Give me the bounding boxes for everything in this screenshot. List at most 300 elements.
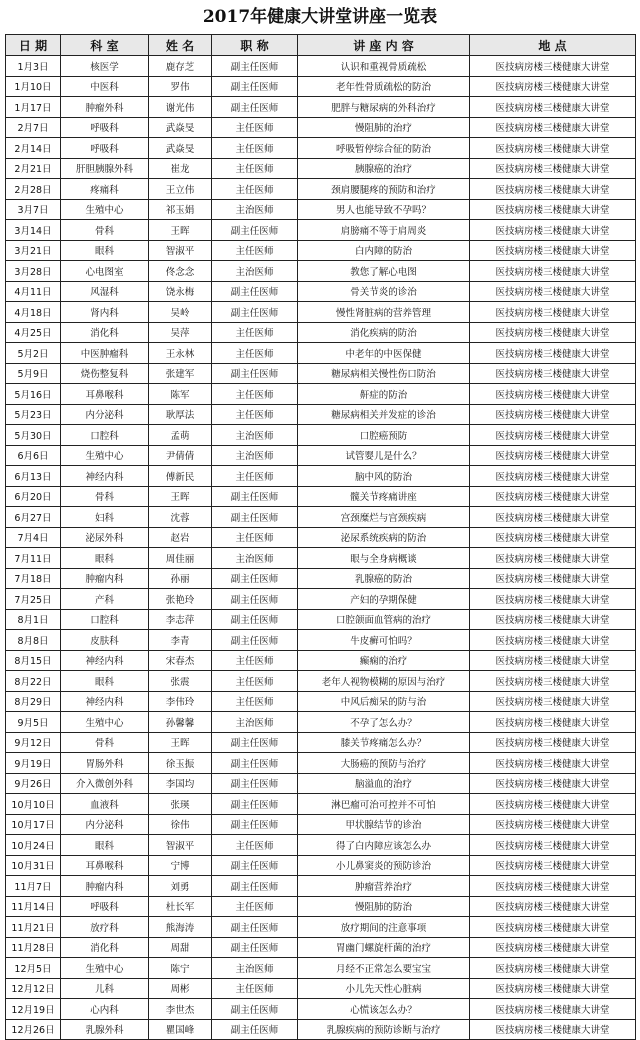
cell-topic: 男人也能导致不孕吗？ <box>298 199 470 220</box>
cell-name: 孟萌 <box>149 425 212 446</box>
cell-title: 主任医师 <box>212 466 298 487</box>
page-title: 2017年健康大讲堂讲座一览表 <box>202 7 438 27</box>
table-row <box>6 999 636 1020</box>
cell-topic: 心慌该怎么办？ <box>298 999 470 1020</box>
cell-department: 中医肿瘤科 <box>61 343 149 364</box>
cell-title: 副主任医师 <box>212 302 298 323</box>
cell-department: 神经内科 <box>61 466 149 487</box>
cell-name: 吴萍 <box>149 322 212 343</box>
cell-location: 医技病房楼三楼健康大讲堂 <box>470 1019 636 1040</box>
cell-topic: 中老年的中医保健 <box>298 343 470 364</box>
cell-date: 2月21日 <box>6 158 61 179</box>
cell-name: 李志萍 <box>149 609 212 630</box>
table-row <box>6 814 636 835</box>
table-row <box>6 691 636 712</box>
cell-date: 8月29日 <box>6 691 61 712</box>
table-row <box>6 855 636 876</box>
cell-topic: 鼾症的防治 <box>298 384 470 405</box>
cell-topic: 老年人视物模糊的原因与治疗 <box>298 671 470 692</box>
table-row <box>6 138 636 159</box>
table-row <box>6 56 636 77</box>
cell-department: 乳腺外科 <box>61 1019 149 1040</box>
cell-date: 2月14日 <box>6 138 61 159</box>
cell-title: 副主任医师 <box>212 609 298 630</box>
cell-title: 副主任医师 <box>212 281 298 302</box>
cell-location: 医技病房楼三楼健康大讲堂 <box>470 117 636 138</box>
cell-department: 消化科 <box>61 937 149 958</box>
cell-title: 主任医师 <box>212 322 298 343</box>
table-row <box>6 281 636 302</box>
cell-name: 张瑛 <box>149 794 212 815</box>
cell-location: 医技病房楼三楼健康大讲堂 <box>470 876 636 897</box>
cell-title: 副主任医师 <box>212 876 298 897</box>
cell-name: 张艳玲 <box>149 589 212 610</box>
cell-location: 医技病房楼三楼健康大讲堂 <box>470 855 636 876</box>
cell-topic: 髋关节疼痛讲座 <box>298 486 470 507</box>
cell-name: 张震 <box>149 671 212 692</box>
table-row <box>6 548 636 569</box>
cell-department: 生殖中心 <box>61 445 149 466</box>
cell-department: 心电图室 <box>61 261 149 282</box>
cell-date: 9月26日 <box>6 773 61 794</box>
table-row <box>6 404 636 425</box>
cell-department: 神经内科 <box>61 691 149 712</box>
cell-title: 主任医师 <box>212 117 298 138</box>
cell-title: 副主任医师 <box>212 814 298 835</box>
cell-title: 主任医师 <box>212 179 298 200</box>
cell-title: 副主任医师 <box>212 56 298 77</box>
cell-title: 副主任医师 <box>212 486 298 507</box>
cell-name: 陈宁 <box>149 958 212 979</box>
cell-date: 4月18日 <box>6 302 61 323</box>
cell-topic: 月经不正常怎么要宝宝 <box>298 958 470 979</box>
cell-location: 医技病房楼三楼健康大讲堂 <box>470 630 636 651</box>
table-row <box>6 466 636 487</box>
cell-topic: 肿瘤营养治疗 <box>298 876 470 897</box>
cell-location: 医技病房楼三楼健康大讲堂 <box>470 671 636 692</box>
cell-department: 肝胆胰腺外科 <box>61 158 149 179</box>
cell-name: 熊海涛 <box>149 917 212 938</box>
cell-location: 医技病房楼三楼健康大讲堂 <box>470 978 636 999</box>
cell-location: 医技病房楼三楼健康大讲堂 <box>470 179 636 200</box>
cell-location: 医技病房楼三楼健康大讲堂 <box>470 322 636 343</box>
table-row <box>6 589 636 610</box>
cell-location: 医技病房楼三楼健康大讲堂 <box>470 343 636 364</box>
cell-name: 武焱旻 <box>149 117 212 138</box>
cell-department: 神经内科 <box>61 650 149 671</box>
header-department: 科 室 <box>61 35 149 56</box>
cell-date: 3月21日 <box>6 240 61 261</box>
cell-date: 12月12日 <box>6 978 61 999</box>
cell-date: 11月14日 <box>6 896 61 917</box>
cell-date: 8月1日 <box>6 609 61 630</box>
cell-location: 医技病房楼三楼健康大讲堂 <box>470 773 636 794</box>
cell-location: 医技病房楼三楼健康大讲堂 <box>470 281 636 302</box>
cell-title: 副主任医师 <box>212 76 298 97</box>
cell-department: 耳鼻喉科 <box>61 384 149 405</box>
cell-date: 3月28日 <box>6 261 61 282</box>
cell-name: 耿厚法 <box>149 404 212 425</box>
cell-location: 医技病房楼三楼健康大讲堂 <box>470 486 636 507</box>
cell-title: 主任医师 <box>212 650 298 671</box>
cell-date: 4月11日 <box>6 281 61 302</box>
cell-date: 6月6日 <box>6 445 61 466</box>
cell-topic: 白内障的防治 <box>298 240 470 261</box>
cell-date: 9月12日 <box>6 732 61 753</box>
cell-department: 心内科 <box>61 999 149 1020</box>
cell-date: 1月10日 <box>6 76 61 97</box>
cell-location: 医技病房楼三楼健康大讲堂 <box>470 548 636 569</box>
cell-department: 风湿科 <box>61 281 149 302</box>
cell-date: 5月16日 <box>6 384 61 405</box>
cell-location: 医技病房楼三楼健康大讲堂 <box>470 753 636 774</box>
cell-name: 鹿存芝 <box>149 56 212 77</box>
cell-name: 佟念念 <box>149 261 212 282</box>
cell-location: 医技病房楼三楼健康大讲堂 <box>470 240 636 261</box>
cell-location: 医技病房楼三楼健康大讲堂 <box>470 507 636 528</box>
cell-location: 医技病房楼三楼健康大讲堂 <box>470 568 636 589</box>
cell-title: 主任医师 <box>212 384 298 405</box>
cell-name: 罗伟 <box>149 76 212 97</box>
cell-name: 傅新民 <box>149 466 212 487</box>
cell-location: 医技病房楼三楼健康大讲堂 <box>470 712 636 733</box>
cell-title: 副主任医师 <box>212 753 298 774</box>
cell-department: 消化科 <box>61 322 149 343</box>
cell-name: 李伟玲 <box>149 691 212 712</box>
cell-department: 胃肠外科 <box>61 753 149 774</box>
cell-title: 主任医师 <box>212 835 298 856</box>
table-row <box>6 1019 636 1040</box>
cell-date: 3月7日 <box>6 199 61 220</box>
table-row <box>6 507 636 528</box>
cell-name: 杜长军 <box>149 896 212 917</box>
cell-date: 10月24日 <box>6 835 61 856</box>
cell-topic: 老年性骨质疏松的防治 <box>298 76 470 97</box>
cell-name: 崔龙 <box>149 158 212 179</box>
cell-title: 副主任医师 <box>212 937 298 958</box>
table-row <box>6 179 636 200</box>
cell-date: 8月22日 <box>6 671 61 692</box>
cell-topic: 胃幽门螺旋杆菌的治疗 <box>298 937 470 958</box>
cell-department: 口腔科 <box>61 425 149 446</box>
cell-topic: 甲状腺结节的诊治 <box>298 814 470 835</box>
cell-name: 尹倩倩 <box>149 445 212 466</box>
cell-location: 医技病房楼三楼健康大讲堂 <box>470 732 636 753</box>
cell-department: 皮肤科 <box>61 630 149 651</box>
table-row <box>6 630 636 651</box>
cell-location: 医技病房楼三楼健康大讲堂 <box>470 302 636 323</box>
cell-date: 1月3日 <box>6 56 61 77</box>
cell-department: 内分泌科 <box>61 814 149 835</box>
cell-name: 陈军 <box>149 384 212 405</box>
cell-location: 医技病房楼三楼健康大讲堂 <box>470 261 636 282</box>
cell-topic: 淋巴瘤可治可控并不可怕 <box>298 794 470 815</box>
cell-department: 内分泌科 <box>61 404 149 425</box>
cell-location: 医技病房楼三楼健康大讲堂 <box>470 917 636 938</box>
cell-title: 主治医师 <box>212 199 298 220</box>
cell-topic: 肩膀痛不等于肩周炎 <box>298 220 470 241</box>
cell-title: 副主任医师 <box>212 999 298 1020</box>
header-location: 地 点 <box>470 35 636 56</box>
cell-title: 副主任医师 <box>212 220 298 241</box>
header-name: 姓 名 <box>149 35 212 56</box>
cell-topic: 不孕了怎么办？ <box>298 712 470 733</box>
table-row <box>6 937 636 958</box>
table-body <box>6 56 636 1040</box>
cell-location: 医技病房楼三楼健康大讲堂 <box>470 220 636 241</box>
cell-department: 耳鼻喉科 <box>61 855 149 876</box>
cell-title: 主任医师 <box>212 404 298 425</box>
cell-name: 张建军 <box>149 363 212 384</box>
cell-topic: 慢性肾脏病的营养管理 <box>298 302 470 323</box>
cell-location: 医技病房楼三楼健康大讲堂 <box>470 650 636 671</box>
cell-title: 主任医师 <box>212 158 298 179</box>
cell-department: 放疗科 <box>61 917 149 938</box>
table-row <box>6 732 636 753</box>
cell-topic: 小儿先天性心脏病 <box>298 978 470 999</box>
cell-location: 医技病房楼三楼健康大讲堂 <box>470 814 636 835</box>
cell-name: 宋春杰 <box>149 650 212 671</box>
cell-title: 副主任医师 <box>212 732 298 753</box>
cell-topic: 呼吸暂停综合征的防治 <box>298 138 470 159</box>
cell-department: 疼痛科 <box>61 179 149 200</box>
cell-topic: 教您了解心电图 <box>298 261 470 282</box>
cell-title: 主治医师 <box>212 548 298 569</box>
cell-department: 生殖中心 <box>61 712 149 733</box>
cell-location: 医技病房楼三楼健康大讲堂 <box>470 76 636 97</box>
table-row <box>6 220 636 241</box>
table-row <box>6 753 636 774</box>
cell-department: 眼科 <box>61 671 149 692</box>
cell-department: 骨科 <box>61 486 149 507</box>
cell-department: 介入微创外科 <box>61 773 149 794</box>
cell-location: 医技病房楼三楼健康大讲堂 <box>470 466 636 487</box>
cell-title: 主任医师 <box>212 527 298 548</box>
cell-location: 医技病房楼三楼健康大讲堂 <box>470 896 636 917</box>
cell-name: 孙丽 <box>149 568 212 589</box>
cell-department: 生殖中心 <box>61 958 149 979</box>
cell-department: 眼科 <box>61 835 149 856</box>
table-row <box>6 835 636 856</box>
cell-name: 沈蓉 <box>149 507 212 528</box>
cell-topic: 小儿鼻窦炎的预防诊治 <box>298 855 470 876</box>
cell-department: 肿瘤内科 <box>61 876 149 897</box>
cell-title: 主任医师 <box>212 343 298 364</box>
table-row <box>6 917 636 938</box>
cell-date: 12月19日 <box>6 999 61 1020</box>
cell-location: 医技病房楼三楼健康大讲堂 <box>470 445 636 466</box>
cell-date: 4月25日 <box>6 322 61 343</box>
cell-department: 骨科 <box>61 220 149 241</box>
cell-date: 5月2日 <box>6 343 61 364</box>
table-row <box>6 794 636 815</box>
table-row <box>6 322 636 343</box>
cell-date: 7月18日 <box>6 568 61 589</box>
cell-date: 9月19日 <box>6 753 61 774</box>
header-title: 职 称 <box>212 35 298 56</box>
table-row <box>6 876 636 897</box>
cell-title: 副主任医师 <box>212 363 298 384</box>
cell-topic: 脑溢血的治疗 <box>298 773 470 794</box>
cell-location: 医技病房楼三楼健康大讲堂 <box>470 937 636 958</box>
cell-title: 主任医师 <box>212 138 298 159</box>
cell-name: 饶永梅 <box>149 281 212 302</box>
cell-location: 医技病房楼三楼健康大讲堂 <box>470 958 636 979</box>
cell-name: 孙馨馨 <box>149 712 212 733</box>
cell-topic: 胰腺癌的治疗 <box>298 158 470 179</box>
cell-topic: 膝关节疼痛怎么办？ <box>298 732 470 753</box>
cell-location: 医技病房楼三楼健康大讲堂 <box>470 97 636 118</box>
cell-title: 主治医师 <box>212 445 298 466</box>
cell-date: 11月7日 <box>6 876 61 897</box>
cell-date: 6月20日 <box>6 486 61 507</box>
cell-topic: 乳腺疾病的预防诊断与治疗 <box>298 1019 470 1040</box>
cell-location: 医技病房楼三楼健康大讲堂 <box>470 691 636 712</box>
cell-title: 主任医师 <box>212 896 298 917</box>
cell-department: 核医学 <box>61 56 149 77</box>
cell-name: 李国均 <box>149 773 212 794</box>
cell-department: 口腔科 <box>61 609 149 630</box>
cell-location: 医技病房楼三楼健康大讲堂 <box>470 835 636 856</box>
cell-title: 主任医师 <box>212 671 298 692</box>
cell-date: 7月11日 <box>6 548 61 569</box>
cell-topic: 骨关节炎的诊治 <box>298 281 470 302</box>
cell-date: 2月28日 <box>6 179 61 200</box>
table-row <box>6 425 636 446</box>
cell-name: 王立伟 <box>149 179 212 200</box>
lecture-schedule-table <box>5 34 636 1040</box>
cell-department: 血液科 <box>61 794 149 815</box>
cell-department: 妇科 <box>61 507 149 528</box>
cell-date: 10月31日 <box>6 855 61 876</box>
cell-name: 徐伟 <box>149 814 212 835</box>
table-row <box>6 343 636 364</box>
cell-title: 副主任医师 <box>212 97 298 118</box>
cell-location: 医技病房楼三楼健康大讲堂 <box>470 363 636 384</box>
table-row <box>6 650 636 671</box>
cell-date: 12月26日 <box>6 1019 61 1040</box>
cell-title: 主任医师 <box>212 978 298 999</box>
cell-name: 李青 <box>149 630 212 651</box>
cell-topic: 口腔癌预防 <box>298 425 470 446</box>
cell-location: 医技病房楼三楼健康大讲堂 <box>470 425 636 446</box>
cell-date: 8月8日 <box>6 630 61 651</box>
cell-title: 副主任医师 <box>212 507 298 528</box>
table-row <box>6 158 636 179</box>
cell-department: 骨科 <box>61 732 149 753</box>
cell-topic: 试管婴儿是什么？ <box>298 445 470 466</box>
cell-date: 11月28日 <box>6 937 61 958</box>
cell-topic: 产妇的孕期保健 <box>298 589 470 610</box>
cell-location: 医技病房楼三楼健康大讲堂 <box>470 56 636 77</box>
cell-name: 祁玉娟 <box>149 199 212 220</box>
table-row <box>6 978 636 999</box>
cell-title: 副主任医师 <box>212 855 298 876</box>
cell-topic: 大肠癌的预防与治疗 <box>298 753 470 774</box>
cell-name: 瞿国峰 <box>149 1019 212 1040</box>
cell-topic: 糖尿病相关慢性伤口防治 <box>298 363 470 384</box>
cell-department: 肿瘤外科 <box>61 97 149 118</box>
table-row <box>6 671 636 692</box>
table-row <box>6 302 636 323</box>
cell-topic: 牛皮癣可怕吗？ <box>298 630 470 651</box>
cell-title: 主治医师 <box>212 958 298 979</box>
cell-location: 医技病房楼三楼健康大讲堂 <box>470 138 636 159</box>
cell-department: 生殖中心 <box>61 199 149 220</box>
cell-name: 周彬 <box>149 978 212 999</box>
cell-date: 6月13日 <box>6 466 61 487</box>
table-row <box>6 773 636 794</box>
cell-title: 主治医师 <box>212 261 298 282</box>
cell-topic: 慢阻肺的防治 <box>298 896 470 917</box>
cell-title: 副主任医师 <box>212 630 298 651</box>
cell-department: 肿瘤内科 <box>61 568 149 589</box>
cell-name: 王晖 <box>149 486 212 507</box>
cell-name: 谢光伟 <box>149 97 212 118</box>
cell-date: 2月7日 <box>6 117 61 138</box>
cell-topic: 认识和重视骨质疏松 <box>298 56 470 77</box>
cell-location: 医技病房楼三楼健康大讲堂 <box>470 589 636 610</box>
cell-date: 5月30日 <box>6 425 61 446</box>
table-row <box>6 117 636 138</box>
cell-topic: 糖尿病相关并发症的诊治 <box>298 404 470 425</box>
cell-department: 呼吸科 <box>61 117 149 138</box>
table-row <box>6 363 636 384</box>
cell-title: 副主任医师 <box>212 568 298 589</box>
cell-topic: 放疗期间的注意事项 <box>298 917 470 938</box>
table-row <box>6 609 636 630</box>
cell-topic: 中风后痴呆的防与治 <box>298 691 470 712</box>
cell-location: 医技病房楼三楼健康大讲堂 <box>470 609 636 630</box>
cell-department: 眼科 <box>61 240 149 261</box>
cell-topic: 得了白内障应该怎么办 <box>298 835 470 856</box>
cell-name: 宁博 <box>149 855 212 876</box>
table-row <box>6 896 636 917</box>
cell-topic: 宫颈糜烂与宫颈疾病 <box>298 507 470 528</box>
cell-name: 武焱旻 <box>149 138 212 159</box>
cell-date: 5月23日 <box>6 404 61 425</box>
cell-title: 主任医师 <box>212 691 298 712</box>
cell-location: 医技病房楼三楼健康大讲堂 <box>470 158 636 179</box>
cell-department: 肾内科 <box>61 302 149 323</box>
cell-department: 呼吸科 <box>61 896 149 917</box>
table-row <box>6 240 636 261</box>
cell-title: 副主任医师 <box>212 794 298 815</box>
cell-name: 周佳丽 <box>149 548 212 569</box>
cell-department: 中医科 <box>61 76 149 97</box>
cell-date: 7月4日 <box>6 527 61 548</box>
cell-location: 医技病房楼三楼健康大讲堂 <box>470 527 636 548</box>
cell-name: 李世杰 <box>149 999 212 1020</box>
header-date: 日 期 <box>6 35 61 56</box>
cell-title: 副主任医师 <box>212 1019 298 1040</box>
cell-date: 10月17日 <box>6 814 61 835</box>
cell-location: 医技病房楼三楼健康大讲堂 <box>470 384 636 405</box>
cell-name: 王晖 <box>149 732 212 753</box>
cell-date: 3月14日 <box>6 220 61 241</box>
cell-title: 主任医师 <box>212 240 298 261</box>
cell-topic: 慢阻肺的治疗 <box>298 117 470 138</box>
table-row <box>6 384 636 405</box>
cell-topic: 消化疾病的防治 <box>298 322 470 343</box>
cell-topic: 泌尿系统疾病的防治 <box>298 527 470 548</box>
table-row <box>6 199 636 220</box>
cell-topic: 口腔颌面血管病的治疗 <box>298 609 470 630</box>
cell-title: 主治医师 <box>212 712 298 733</box>
cell-date: 12月5日 <box>6 958 61 979</box>
cell-location: 医技病房楼三楼健康大讲堂 <box>470 794 636 815</box>
table-row <box>6 568 636 589</box>
